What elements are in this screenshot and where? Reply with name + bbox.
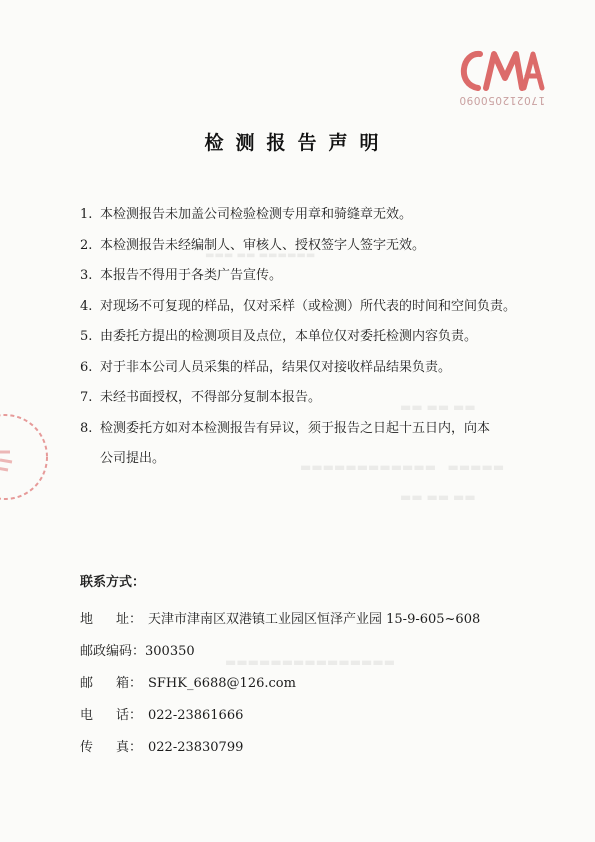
contact-fax-row <box>80 732 560 764</box>
clause-number: 2. <box>80 237 93 253</box>
page-title: 检测报告声明 <box>204 132 391 154</box>
clause-text: 由委托方提出的检测项目及点位，本单位仅对委托检测内容负责。 <box>100 329 478 344</box>
bleed-through-text: ▬▬ ▬▬ ▬▬ <box>400 490 476 504</box>
clause-text: 对现场不可复现的样品，仅对采样（或检测）所代表的时间和空间负责。 <box>100 298 517 314</box>
bleed-through-text: ▬▬▬▬▬▬▬▬▬▬▬▬▬▬▬ <box>225 655 396 669</box>
email-label: 邮 箱： <box>80 676 142 691</box>
clause-continuation <box>80 444 540 475</box>
clause-number: 1. <box>80 207 93 222</box>
phone-value: 022-23861666 <box>148 708 244 723</box>
seal-icon <box>0 412 60 502</box>
clause-item <box>80 383 540 414</box>
cma-a-letter <box>524 54 542 88</box>
cma-certificate-number: 170212050090 <box>458 94 546 106</box>
address-value: 天津市津南区双港镇工业园区恒泽产业园 15-9-605~608 <box>148 612 481 627</box>
clause-item <box>80 414 540 445</box>
cma-stamp-icon <box>450 40 545 100</box>
clause-item <box>80 322 540 353</box>
contact-postcode-row <box>80 636 560 668</box>
postcode-value: 300350 <box>145 644 195 659</box>
cma-c-arc <box>464 54 480 88</box>
bleed-through-text: ▬▬▬▬▬▬▬▬▬▬▬▬ ▬▬▬▬▬ <box>300 460 505 474</box>
declaration-clauses <box>80 200 540 475</box>
bleed-through-text: ▬▬▬ ▬▬ ▬▬▬▬▬▬ <box>205 250 316 261</box>
clause-number: 4. <box>80 298 93 314</box>
clause-text: 未经书面授权，不得部分复制本报告。 <box>100 390 322 405</box>
postcode-label: 邮政编码： <box>80 644 146 659</box>
clause-item <box>80 261 540 292</box>
clause-item <box>80 231 540 262</box>
clause-number: 3. <box>80 268 93 283</box>
clause-number: 5. <box>80 329 93 344</box>
fax-value: 022-23830799 <box>148 740 244 755</box>
address-label: 地 址： <box>80 612 142 627</box>
clause-text: 本检测报告未经编制人、审核人、授权签字人签字无效。 <box>100 237 426 253</box>
clause-text: 检测委托方如对本检测报告有异议，须于报告之日起十五日内，向本 <box>100 420 491 436</box>
cma-m-letter <box>486 54 522 88</box>
clause-number: 7. <box>80 390 93 405</box>
clause-item <box>80 353 540 384</box>
clause-number: 8. <box>80 420 93 436</box>
contact-phone-row <box>80 700 560 732</box>
clause-item <box>80 200 540 231</box>
contact-heading: 联系方式： <box>80 575 146 590</box>
cma-stamp-letters: MA <box>495 80 497 81</box>
bleed-through-text: ▬▬ ▬▬ ▬▬ <box>400 400 476 414</box>
clause-text: 本报告不得用于各类广告宣传。 <box>100 268 283 283</box>
fax-label: 传 真： <box>80 740 142 755</box>
clause-text: 对于非本公司人员采集的样品，结果仅对接收样品结果负责。 <box>100 359 452 375</box>
phone-label: 电 话： <box>80 708 142 723</box>
clause-item <box>80 292 540 323</box>
clause-text: 本检测报告未加盖公司检验检测专用章和骑缝章无效。 <box>100 207 413 222</box>
clause-number: 6. <box>80 359 93 375</box>
clause-text: 公司提出。 <box>100 451 166 466</box>
email-value: SFHK_6688@126.com <box>148 676 296 691</box>
contact-address-row <box>80 604 560 636</box>
contact-email-row <box>80 668 560 700</box>
contact-info <box>80 604 560 764</box>
